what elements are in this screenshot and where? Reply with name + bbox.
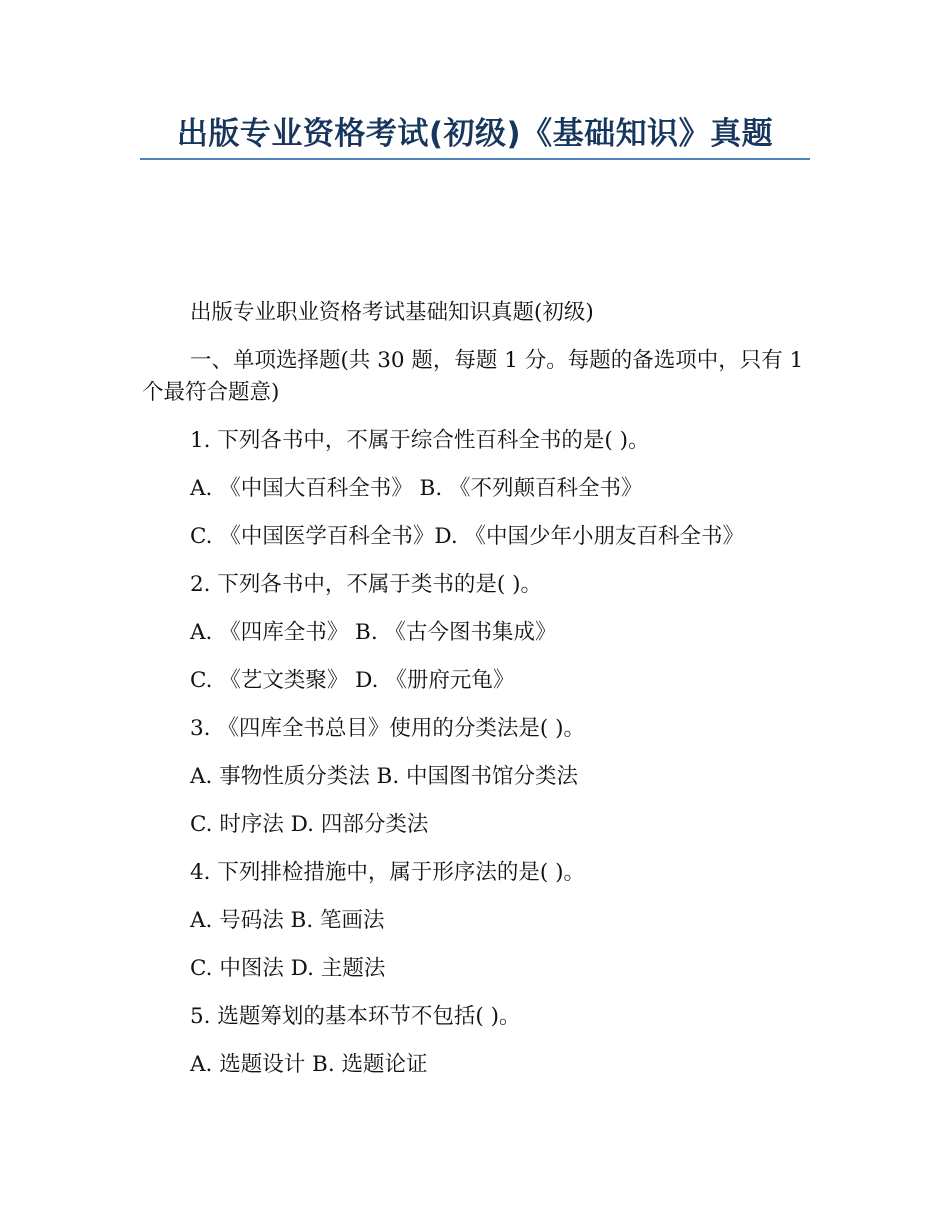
question-2: 2. 下列各书中，不属于类书的是( )。	[190, 572, 542, 597]
document-title: 出版专业资格考试(初级)《基础知识》真题	[176, 116, 774, 152]
question-5: 5. 选题筹划的基本环节不包括( )。	[190, 1004, 521, 1029]
question-3-options-ab: A. 事物性质分类法 B. 中国图书馆分类法	[190, 764, 578, 789]
question-1-options-cd: C. 《中国医学百科全书》D. 《中国少年小朋友百科全书》	[190, 524, 744, 549]
question-2-options-cd: C. 《艺文类聚》 D. 《册府元龟》	[190, 668, 515, 693]
question-1-options-ab: A. 《中国大百科全书》 B. 《不列颠百科全书》	[190, 476, 643, 501]
question-1: 1. 下列各书中，不属于综合性百科全书的是( )。	[190, 428, 650, 453]
question-2-options-ab: A. 《四库全书》 B. 《古今图书集成》	[190, 620, 557, 645]
question-3: 3. 《四库全书总目》使用的分类法是( )。	[190, 716, 585, 741]
document-body	[142, 297, 811, 1097]
question-4-options-ab: A. 号码法 B. 笔画法	[190, 908, 385, 933]
subtitle-paragraph: 出版专业职业资格考试基础知识真题(初级)	[190, 300, 594, 325]
question-4: 4. 下列排检措施中，属于形序法的是( )。	[190, 860, 585, 885]
question-5-options-ab: A. 选题设计 B. 选题论证	[190, 1052, 428, 1077]
question-4-options-cd: C. 中图法 D. 主题法	[190, 956, 386, 981]
question-3-options-cd: C. 时序法 D. 四部分类法	[190, 812, 429, 837]
section-heading: 一、单项选择题(共 30 题，每题 1 分。每题的备选项中，只有 1 个最符合题意)	[142, 348, 811, 405]
title-underline	[140, 158, 810, 160]
